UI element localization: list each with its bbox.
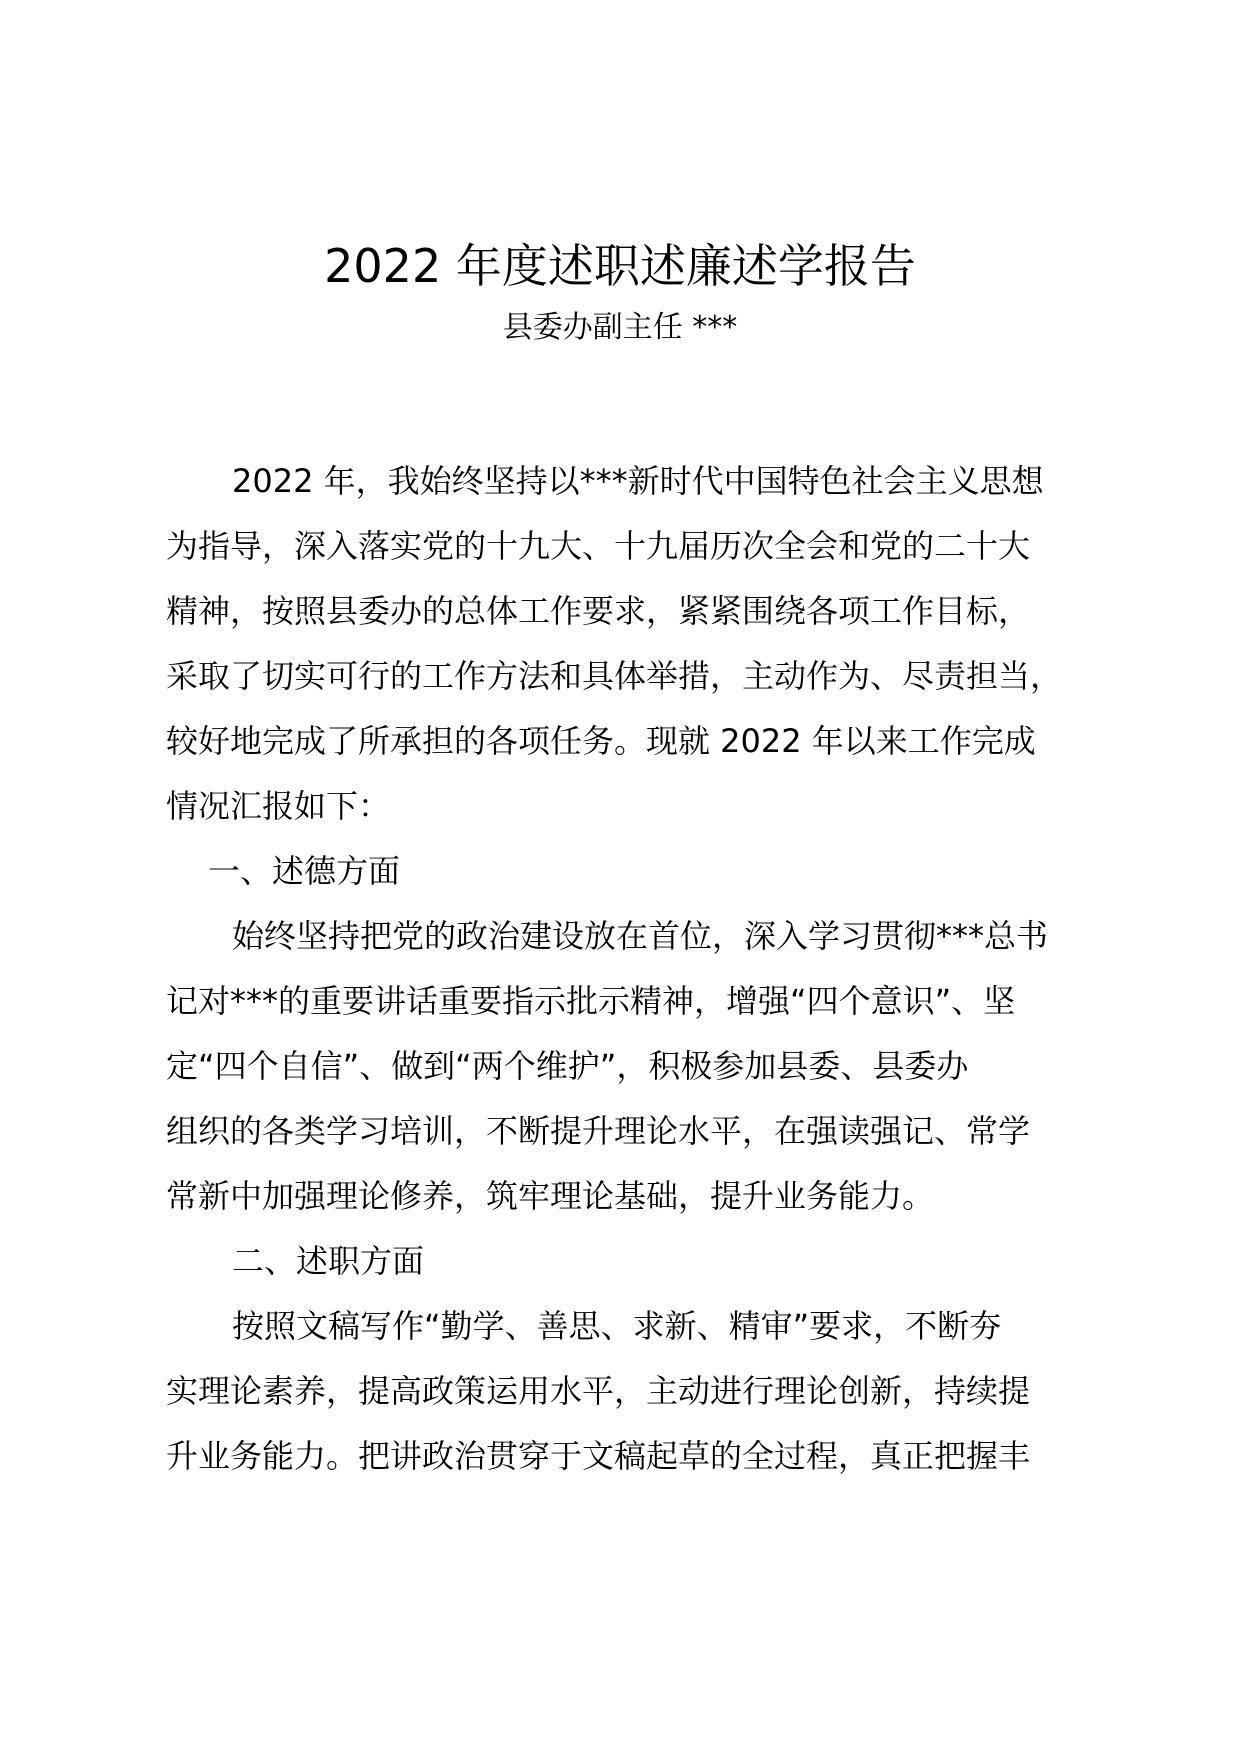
body-line: 组织的各类学习培训，不断提升理论水平，在强读强记、常学	[166, 1112, 1031, 1150]
body-line: 实理论素养，提高政策运用水平，主动进行理论创新，持续提	[166, 1372, 1031, 1410]
body-line: 为指导，深入落实党的十九大、十九届历次全会和党的二十大	[166, 527, 1031, 565]
body-line: 始终坚持把党的政治建设放在首位，深入学习贯彻***总书	[232, 917, 1049, 955]
body-line: 二、述职方面	[232, 1242, 425, 1280]
document-author: 县委办副主任 ***	[502, 310, 738, 345]
body-line: 一、述德方面	[208, 852, 401, 890]
body-line: 2022 年，我始终坚持以***新时代中国特色社会主义思想	[232, 462, 1044, 500]
body-line: 精神，按照县委办的总体工作要求，紧紧围绕各项工作目标，	[166, 592, 1031, 630]
body-line: 采取了切实可行的工作方法和具体举措，主动作为、尽责担当，	[166, 657, 1063, 695]
body-line: 较好地完成了所承担的各项任务。现就 2022 年以来工作完成	[166, 722, 1036, 760]
body-line: 常新中加强理论修养，筑牢理论基础，提升业务能力。	[166, 1177, 935, 1215]
document-body	[166, 449, 1086, 1489]
body-line: 记对***的重要讲话重要指示批示精神，增强“四个意识”、坚	[166, 982, 1016, 1020]
body-line: 升业务能力。把讲政治贯穿于文稿起草的全过程，真正把握丰	[166, 1437, 1031, 1475]
body-line: 定“四个自信”、做到“两个维护”，积极参加县委、县委办	[166, 1047, 969, 1085]
document-title: 2022 年度述职述廉述学报告	[324, 239, 916, 293]
body-line: 情况汇报如下：	[166, 787, 391, 825]
body-line: 按照文稿写作“勤学、善思、求新、精审”要求，不断夯	[232, 1307, 1002, 1345]
